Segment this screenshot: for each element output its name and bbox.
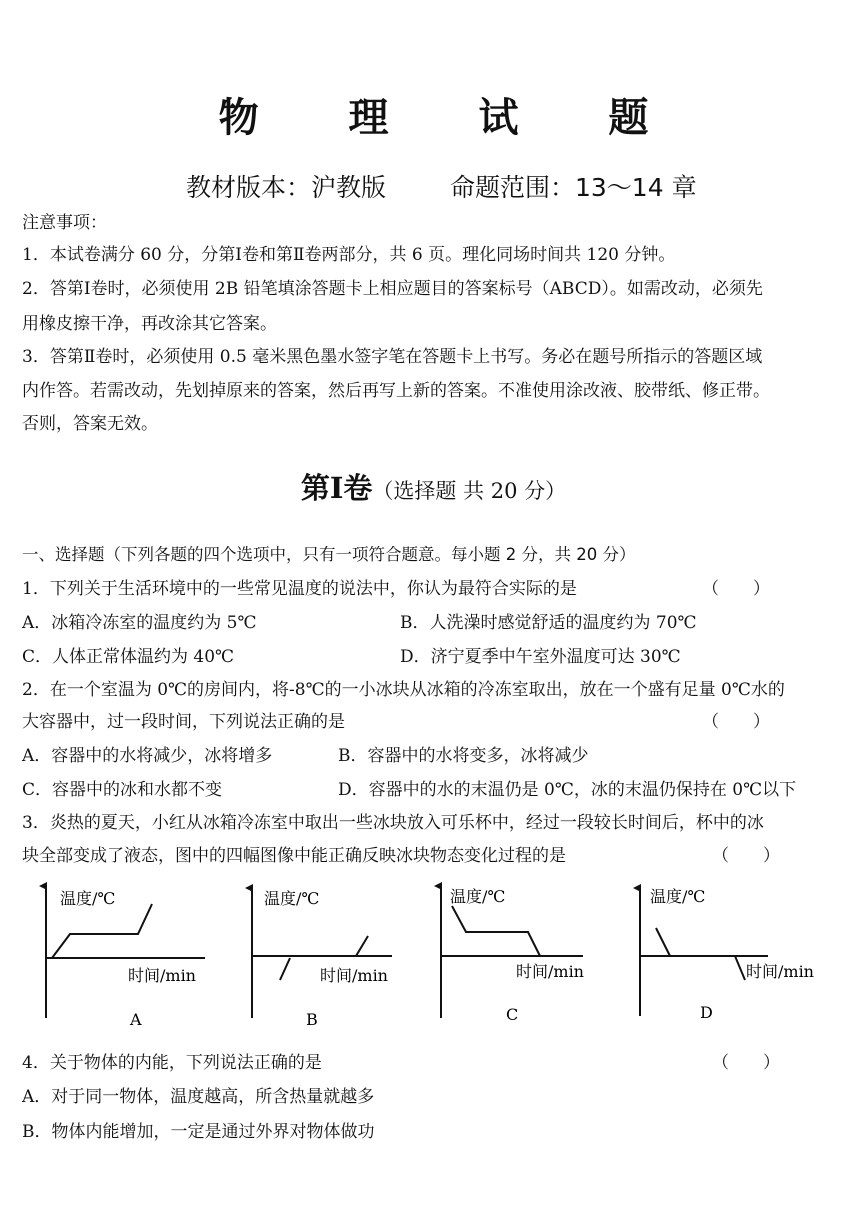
textbook-version: 教材版本：沪教版 <box>186 173 387 202</box>
question-2-option-c: C．容器中的冰和水都不变 <box>22 780 223 800</box>
question-1-option-a: A．冰箱冷冻室的温度约为 5℃ <box>22 613 257 633</box>
question-2-option-b: B．容器中的水将变多，冰将减少 <box>338 746 589 766</box>
answer-blank: （ ） <box>712 1053 780 1073</box>
question-4-option-b: B．物体内能增加，一定是通过外界对物体做功 <box>22 1122 375 1142</box>
x-axis-label: 时间/min <box>746 962 814 981</box>
exam-scope: 命题范围：13～14 章 <box>450 173 697 202</box>
answer-blank: （ ） <box>702 579 770 599</box>
curve <box>656 928 670 956</box>
section-title <box>0 466 867 507</box>
question-2-option-a: A．容器中的水将减少，冰将增多 <box>22 746 273 766</box>
curve <box>356 936 368 956</box>
answer-blank: （ ） <box>712 846 780 866</box>
graph-label: A <box>130 1010 142 1029</box>
x-axis-label: 时间/min <box>516 962 584 981</box>
page-title: 物 理 试 题 <box>218 94 687 141</box>
x-axis-label: 时间/min <box>128 966 196 985</box>
notice-line: 1．本试卷满分 60 分，分第Ⅰ卷和第Ⅱ卷两部分，共 6 页。理化同场时间共 120 分钟。 <box>22 245 676 265</box>
answer-blank: （ ） <box>702 712 770 732</box>
notice-line: 3．答第Ⅱ卷时，必须使用 0.5 毫米黑色墨水签字笔在答题卡上书写。务必在题号所指示的答题区域 <box>22 347 763 367</box>
part-heading: 一、选择题（下列各题的四个选项中，只有一项符合题意。每小题 2 分，共 20 分） <box>22 545 636 564</box>
graph-d <box>640 887 814 1022</box>
curve <box>735 956 745 980</box>
y-axis-label: 温度/℃ <box>60 889 116 908</box>
y-axis-label: 温度/℃ <box>450 887 506 906</box>
notice-heading: 注意事项： <box>22 213 107 233</box>
graph-b <box>252 888 392 1029</box>
question-4-option-a: A．对于同一物体，温度越高，所含热量就越多 <box>22 1087 375 1107</box>
question-3-stem: 3．炎热的夏天，小红从冰箱冷冻室中取出一些冰块放入可乐杯中，经过一段较长时间后，杯中的冰 <box>22 813 764 833</box>
notice-line: 否则，答案无效。 <box>22 414 158 434</box>
question-2-option-d: D．容器中的水的末温仍是 0℃，冰的末温仍保持在 0℃以下 <box>338 780 797 800</box>
question-1-stem: 1．下列关于生活环境中的一些常见温度的说法中，你认为最符合实际的是 <box>22 579 577 599</box>
notice-line: 用橡皮擦干净，再改涂其它答案。 <box>22 314 277 334</box>
question-4-stem: 4．关于物体的内能，下列说法正确的是 <box>22 1053 322 1073</box>
graph-label: B <box>306 1010 318 1029</box>
question-1-option-b: B．人洗澡时感觉舒适的温度约为 70℃ <box>400 613 697 633</box>
graph-label: D <box>700 1003 713 1022</box>
temperature-time-graphs <box>0 870 867 1040</box>
graph-c <box>441 886 584 1024</box>
question-1-option-c: C．人体正常体温约为 40℃ <box>22 647 235 667</box>
curve <box>52 904 152 958</box>
curve <box>452 906 540 956</box>
notice-line: 内作答。若需改动，先划掉原来的答案，然后再写上新的答案。不准使用涂改液、胶带纸、修正带。 <box>22 381 770 401</box>
notice-line: 2．答第Ⅰ卷时，必须使用 2B 铅笔填涂答题卡上相应题目的答案标号（ABCD）。如需改动，必须先 <box>22 279 763 299</box>
curve <box>280 958 290 980</box>
question-3-stem: 块全部变成了液态，图中的四幅图像中能正确反映冰块物态变化过程的是 <box>22 846 566 866</box>
section-title-main: 第Ⅰ卷 <box>300 471 373 505</box>
x-axis-label: 时间/min <box>320 966 388 985</box>
question-2-stem: 2．在一个室温为 0℃的房间内，将-8℃的一小冰块从冰箱的冷冻室取出，放在一个盛有足量 0℃水的 <box>22 680 785 700</box>
question-2-stem: 大容器中，过一段时间，下列说法正确的是 <box>22 712 345 732</box>
y-axis-label: 温度/℃ <box>264 889 320 908</box>
graph-a <box>46 886 205 1029</box>
question-1-option-d: D．济宁夏季中午室外温度可达 30℃ <box>400 647 681 667</box>
section-title-sub: （选择题 共 20 分） <box>372 479 567 503</box>
y-axis-label: 温度/℃ <box>650 887 706 906</box>
graph-label: C <box>506 1005 519 1024</box>
